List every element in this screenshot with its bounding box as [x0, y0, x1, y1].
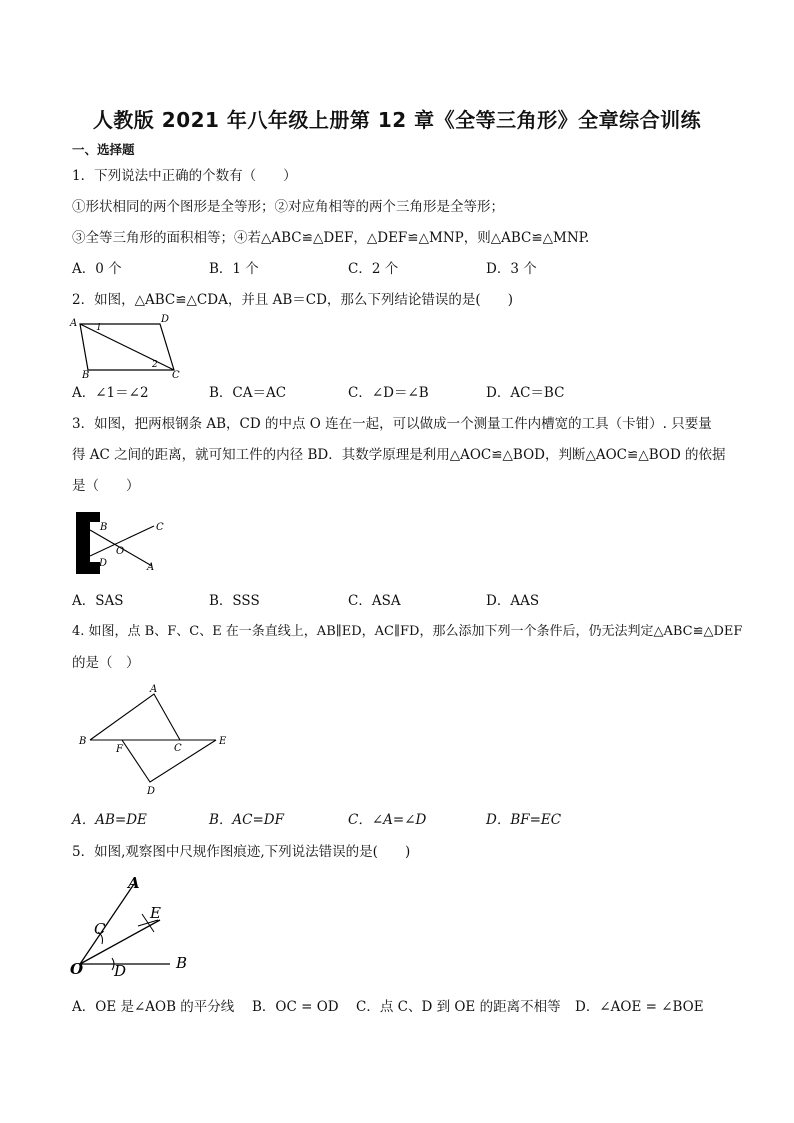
q5-label-a: A [128, 874, 140, 892]
q3-option-d[interactable]: D．AAS [486, 593, 540, 609]
q3-label-a: A [147, 562, 155, 573]
q4-stem-line-2: 的是（ ） [72, 655, 140, 671]
q3-label-b: B [100, 522, 108, 533]
q5-option-d[interactable]: D．∠AOE = ∠BOE [575, 999, 704, 1015]
q3-option-a[interactable]: A．SAS [72, 593, 124, 609]
q3-stem-line-2: 得 AC 之间的距离，就可知工件的内径 BD．其数学原理是利用△AOC≌△BOD，判断△AOC≌△BOD 的依据 [72, 447, 726, 463]
q5-stem: 5．如图,观察图中尺规作图痕迹,下列说法错误的是( ) [72, 844, 411, 860]
q5-label-b: B [176, 954, 188, 972]
q1-option-c[interactable]: C．2 个 [348, 261, 399, 277]
q1-option-d[interactable]: D．3 个 [486, 261, 537, 277]
q2-angle-1: 1 [96, 323, 102, 333]
q4-label-c: C [174, 743, 182, 754]
q2-label-a: A [70, 318, 78, 329]
q2-stem: 2．如图，△ABC≌△CDA，并且 AB＝CD，那么下列结论错误的是( ) [72, 292, 513, 308]
q5-ray-oe [80, 920, 160, 964]
q4-label-f: F [116, 744, 123, 755]
q3-label-d: D [99, 558, 108, 569]
q2-label-b: B [82, 370, 90, 381]
q1-option-a[interactable]: A．0 个 [72, 261, 122, 277]
q3-label-c: C [156, 522, 164, 533]
q2-diagonal-ac [80, 324, 174, 370]
q2-option-a[interactable]: A．∠1＝∠2 [72, 385, 149, 401]
q4-triangle-abc [90, 694, 180, 740]
q5-option-b[interactable]: B．OC = OD [252, 999, 339, 1015]
q3-caliper-figure [74, 508, 174, 580]
q2-label-d: D [161, 314, 170, 325]
section-heading: 一、选择题 [72, 142, 135, 157]
q4-label-a: A [150, 684, 158, 695]
q4-triangle-def [122, 740, 216, 782]
q1-statement-line-1: ①形状相同的两个图形是全等形；②对应角相等的两个三角形是全等形； [72, 199, 504, 215]
q4-label-b: B [79, 736, 87, 747]
q3-stem-line-1: 3．如图，把两根钢条 AB，CD 的中点 O 连在一起，可以做成一个测量工件内槽宽的工具（卡钳）. 只要量 [72, 416, 712, 432]
q2-parallelogram-figure [68, 314, 188, 380]
q5-angle-bisector-figure [70, 874, 200, 984]
q4-option-c[interactable]: C．∠A=∠D [348, 812, 427, 828]
q4-option-d[interactable]: D．BF=EC [486, 812, 562, 828]
q4-triangles-figure [76, 680, 236, 800]
q1-stem: 1．下列说法中正确的个数有（ ） [72, 168, 297, 184]
q5-option-a[interactable]: A．OE 是∠AOB 的平分线 [72, 999, 235, 1015]
q2-option-c[interactable]: C．∠D＝∠B [348, 385, 429, 401]
q3-workpiece-block [76, 512, 100, 574]
q3-label-o: O [116, 546, 125, 557]
q4-label-d: D [147, 786, 156, 797]
page-title: 人教版 2021 年八年级上册第 12 章《全等三角形》全章综合训练 [92, 108, 702, 132]
q5-option-c[interactable]: C．点 C、D 到 OE 的距离不相等 [356, 999, 561, 1015]
q4-label-e: E [219, 736, 227, 747]
q5-label-d: D [114, 962, 127, 980]
q5-ray-oa [80, 884, 134, 964]
q2-option-d[interactable]: D．AC＝BC [486, 385, 565, 401]
q1-statement-line-2: ③全等三角形的面积相等；④若△ABC≌△DEF，△DEF≌△MNP，则△ABC≌△MNP. [72, 230, 590, 246]
q2-angle-2: 2 [152, 360, 158, 370]
q5-label-c: C [94, 920, 106, 938]
q3-option-b[interactable]: B．SSS [209, 593, 260, 609]
q4-option-a[interactable]: A．AB=DE [72, 812, 147, 828]
q3-option-c[interactable]: C．ASA [348, 593, 401, 609]
q5-label-o: O [70, 960, 84, 978]
q3-stem-line-3: 是（ ） [72, 478, 140, 494]
q2-option-b[interactable]: B．CA＝AC [209, 385, 287, 401]
q4-option-b[interactable]: B．AC=DF [209, 812, 285, 828]
q4-stem-line-1: 4. 如图，点 B、F、C、E 在一条直线上，AB∥ED，AC∥FD，那么添加下列一个条件后，仍无法判定△ABC≌△DEF [72, 624, 743, 639]
q2-label-c: C [172, 370, 180, 381]
q5-label-e: E [150, 904, 161, 922]
q1-option-b[interactable]: B．1 个 [209, 261, 259, 277]
